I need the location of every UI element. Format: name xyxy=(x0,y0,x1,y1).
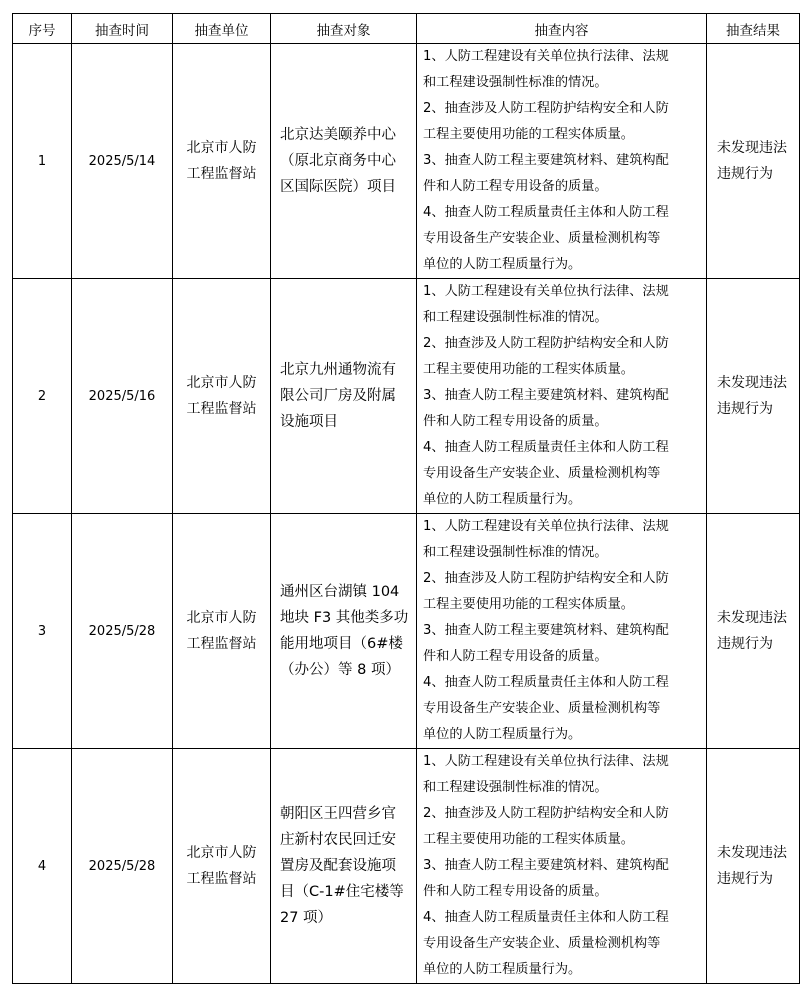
content-line: 工程主要使用功能的工程实体质量。 xyxy=(423,832,634,847)
content-line: 单位的人防工程质量行为。 xyxy=(423,492,582,507)
content-line: 4、抽查人防工程质量责任主体和人防工程 xyxy=(423,675,669,690)
cell-content xyxy=(417,44,707,279)
content-line: 件和人防工程专用设备的质量。 xyxy=(423,414,608,429)
cell-date: 2025/5/14 xyxy=(72,44,173,279)
content-line: 和工程建设强制性标准的情况。 xyxy=(423,780,608,795)
result-line: 未发现违法 xyxy=(717,610,787,626)
content-line: 1、人防工程建设有关单位执行法律、法规 xyxy=(423,49,669,64)
content-line: 1、人防工程建设有关单位执行法律、法规 xyxy=(423,754,669,769)
content-line: 3、抽查人防工程主要建筑材料、建筑构配 xyxy=(423,623,669,638)
content-line: 和工程建设强制性标准的情况。 xyxy=(423,310,608,325)
cell-no: 1 xyxy=(13,44,72,279)
table-header-row xyxy=(13,14,800,44)
content-line: 3、抽查人防工程主要建筑材料、建筑构配 xyxy=(423,388,669,403)
unit-line: 北京市人防 xyxy=(186,845,257,861)
result-line: 未发现违法 xyxy=(717,140,787,156)
cell-result xyxy=(707,279,800,514)
content-line: 和工程建设强制性标准的情况。 xyxy=(423,545,608,560)
table-row xyxy=(13,279,800,514)
content-line: 单位的人防工程质量行为。 xyxy=(423,257,582,272)
content-line: 工程主要使用功能的工程实体质量。 xyxy=(423,362,634,377)
cell-no: 4 xyxy=(13,749,72,984)
cell-result xyxy=(707,44,800,279)
cell-date: 2025/5/16 xyxy=(72,279,173,514)
content-line: 工程主要使用功能的工程实体质量。 xyxy=(423,127,634,142)
unit-line: 工程监督站 xyxy=(186,401,257,417)
content-line: 2、抽查涉及人防工程防护结构安全和人防 xyxy=(423,571,669,586)
table-row xyxy=(13,749,800,984)
content-line: 件和人防工程专用设备的质量。 xyxy=(423,649,608,664)
content-line: 专用设备生产安装企业、质量检测机构等 xyxy=(423,466,661,481)
content-line: 2、抽查涉及人防工程防护结构安全和人防 xyxy=(423,336,669,351)
header-time: 抽查时间 xyxy=(72,14,173,44)
content-line: 工程主要使用功能的工程实体质量。 xyxy=(423,597,634,612)
cell-date: 2025/5/28 xyxy=(72,749,173,984)
unit-line: 工程监督站 xyxy=(186,636,257,652)
cell-no: 3 xyxy=(13,514,72,749)
content-line: 2、抽查涉及人防工程防护结构安全和人防 xyxy=(423,806,669,821)
cell-result xyxy=(707,749,800,984)
content-line: 4、抽查人防工程质量责任主体和人防工程 xyxy=(423,205,669,220)
cell-content xyxy=(417,279,707,514)
content-line: 专用设备生产安装企业、质量检测机构等 xyxy=(423,936,661,951)
result-line: 违规行为 xyxy=(717,166,773,182)
result-line: 违规行为 xyxy=(717,401,773,417)
unit-line: 北京市人防 xyxy=(186,375,257,391)
content-line: 1、人防工程建设有关单位执行法律、法规 xyxy=(423,519,669,534)
header-content: 抽查内容 xyxy=(417,14,707,44)
table-row xyxy=(13,514,800,749)
inspection-table xyxy=(12,13,800,984)
result-line: 违规行为 xyxy=(717,636,773,652)
unit-line: 北京市人防 xyxy=(186,610,257,626)
content-line: 3、抽查人防工程主要建筑材料、建筑构配 xyxy=(423,153,669,168)
cell-no: 2 xyxy=(13,279,72,514)
cell-content xyxy=(417,749,707,984)
header-no: 序号 xyxy=(13,14,72,44)
cell-unit xyxy=(173,749,271,984)
content-line: 专用设备生产安装企业、质量检测机构等 xyxy=(423,701,661,716)
content-line: 件和人防工程专用设备的质量。 xyxy=(423,179,608,194)
unit-line: 北京市人防 xyxy=(186,140,257,156)
cell-unit xyxy=(173,44,271,279)
header-result: 抽查结果 xyxy=(707,14,800,44)
unit-line: 工程监督站 xyxy=(186,871,257,887)
cell-target: 朝阳区王四营乡官庄新村农民回迁安置房及配套设施项目（C-1#住宅楼等 27 项） xyxy=(271,749,417,984)
content-line: 和工程建设强制性标准的情况。 xyxy=(423,75,608,90)
cell-date: 2025/5/28 xyxy=(72,514,173,749)
content-line: 单位的人防工程质量行为。 xyxy=(423,962,582,977)
result-line: 未发现违法 xyxy=(717,375,787,391)
cell-target: 北京九州通物流有限公司厂房及附属设施项目 xyxy=(271,279,417,514)
cell-unit xyxy=(173,279,271,514)
result-line: 违规行为 xyxy=(717,871,773,887)
content-line: 单位的人防工程质量行为。 xyxy=(423,727,582,742)
unit-line: 工程监督站 xyxy=(186,166,257,182)
cell-result xyxy=(707,514,800,749)
content-line: 1、人防工程建设有关单位执行法律、法规 xyxy=(423,284,669,299)
content-line: 3、抽查人防工程主要建筑材料、建筑构配 xyxy=(423,858,669,873)
header-target: 抽查对象 xyxy=(271,14,417,44)
header-unit: 抽查单位 xyxy=(173,14,271,44)
content-line: 件和人防工程专用设备的质量。 xyxy=(423,884,608,899)
result-line: 未发现违法 xyxy=(717,845,787,861)
cell-target: 北京达美颐养中心（原北京商务中心区国际医院）项目 xyxy=(271,44,417,279)
cell-unit xyxy=(173,514,271,749)
table-row xyxy=(13,44,800,279)
content-line: 专用设备生产安装企业、质量检测机构等 xyxy=(423,231,661,246)
cell-content xyxy=(417,514,707,749)
content-line: 2、抽查涉及人防工程防护结构安全和人防 xyxy=(423,101,669,116)
content-line: 4、抽查人防工程质量责任主体和人防工程 xyxy=(423,910,669,925)
content-line: 4、抽查人防工程质量责任主体和人防工程 xyxy=(423,440,669,455)
cell-target: 通州区台湖镇 104 地块 F3 其他类多功能用地项目（6#楼（办公）等 8 项） xyxy=(271,514,417,749)
